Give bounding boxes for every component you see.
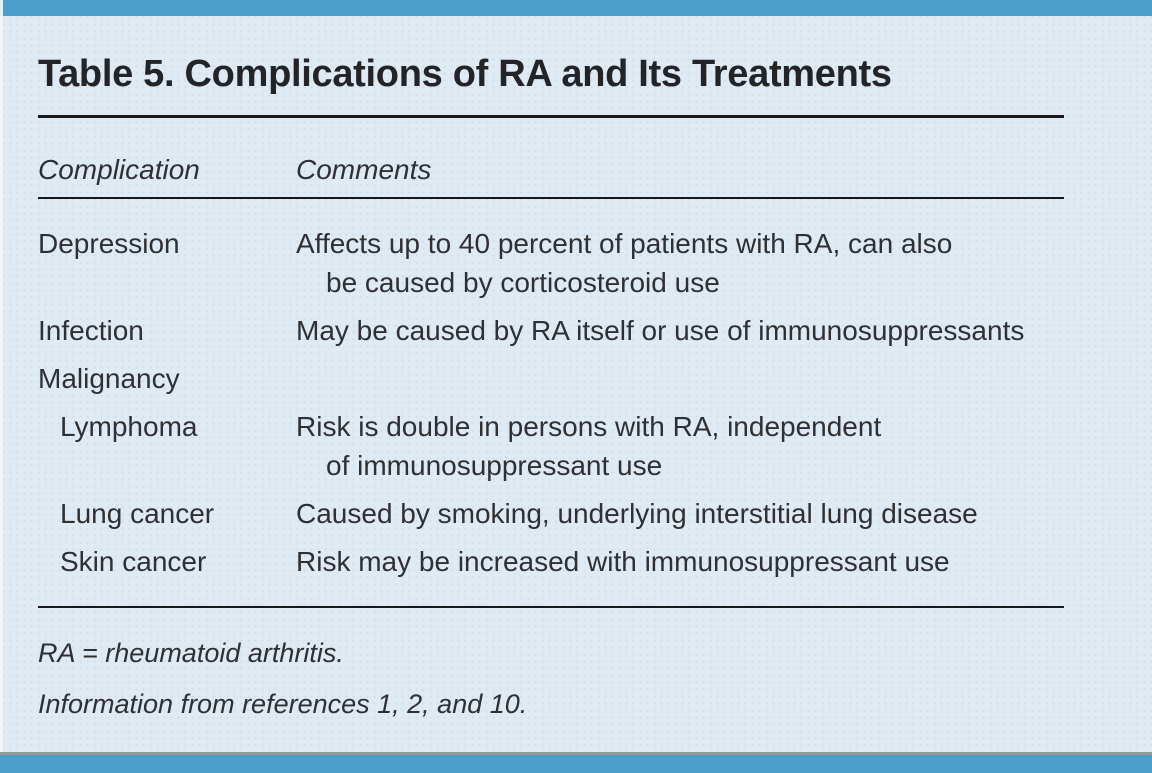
- bottom-accent-bar: [0, 755, 1152, 773]
- comment-cell: [296, 542, 1064, 581]
- comment-line-continued: of immunosuppressant use: [326, 450, 663, 481]
- table-row: [38, 311, 1064, 350]
- complication-cell: Lymphoma: [60, 411, 198, 442]
- left-page-edge: [0, 0, 3, 773]
- comment-cell: [296, 311, 1064, 350]
- comment-line: May be caused by RA itself or use of immunosuppressants: [296, 315, 1025, 346]
- comment-line: Affects up to 40 percent of patients with RA, can also: [296, 228, 953, 259]
- column-header-comments: Comments: [296, 154, 432, 185]
- comment-cell: [296, 359, 1064, 398]
- comment-line: Risk is double in persons with RA, independent: [296, 411, 882, 442]
- complication-cell: Lung cancer: [60, 498, 215, 529]
- top-accent-bar: [0, 0, 1152, 16]
- abbreviation-footnote: RA = rheumatoid arthritis.: [38, 638, 344, 668]
- comment-line: Caused by smoking, underlying interstitial lung disease: [296, 498, 978, 529]
- complication-cell: Depression: [38, 228, 180, 259]
- table-title: Table 5. Complications of RA and Its Treatments: [38, 53, 892, 95]
- table-row: [38, 542, 1064, 581]
- complication-cell: Infection: [38, 315, 144, 346]
- table-row: [38, 494, 1064, 533]
- comment-line-continued: be caused by corticosteroid use: [326, 267, 720, 298]
- column-header-complication: Complication: [38, 154, 200, 185]
- source-footnote: Information from references 1, 2, and 10.: [38, 689, 528, 719]
- comment-cell: [296, 494, 1064, 533]
- table-row: [38, 407, 1064, 485]
- footnotes: [38, 608, 1064, 722]
- table-row: [38, 224, 1064, 302]
- column-header-row: [38, 118, 1064, 197]
- comment-line: Risk may be increased with immunosuppressant use: [296, 546, 950, 577]
- complication-cell: Malignancy: [38, 363, 180, 394]
- complication-cell: Skin cancer: [60, 546, 207, 577]
- comment-cell: [296, 407, 1064, 485]
- table-row: [38, 359, 1064, 398]
- table-body: [38, 199, 1064, 606]
- table-content: [38, 16, 1064, 737]
- comment-cell: [296, 224, 1064, 302]
